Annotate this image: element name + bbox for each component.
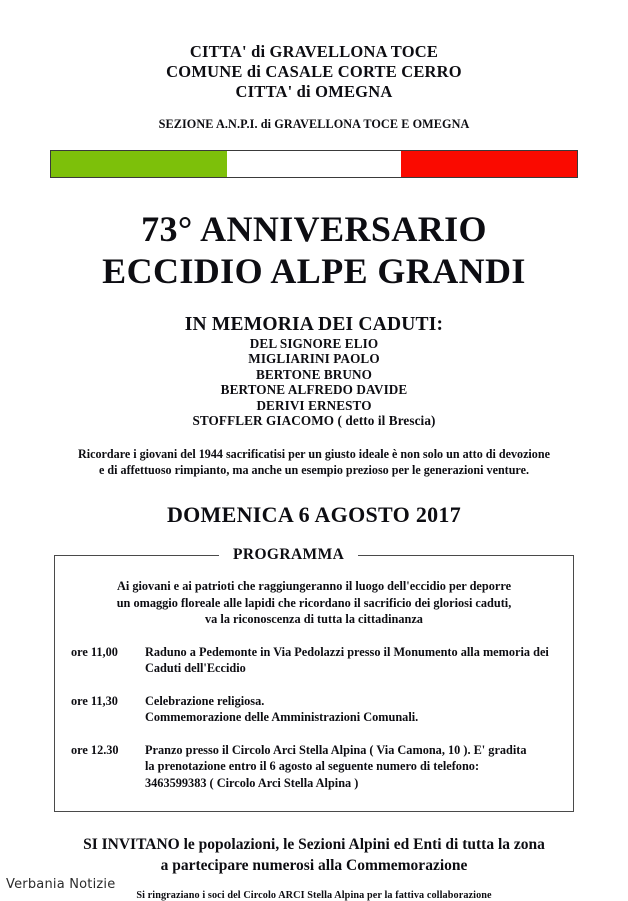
flag-white-stripe xyxy=(227,151,402,177)
schedule-item xyxy=(71,693,557,726)
organizer-header xyxy=(0,0,628,132)
flag-red-stripe xyxy=(401,151,577,177)
fallen-name: STOFFLER GIACOMO ( detto il Brescia) xyxy=(192,413,436,429)
programme-intro-line-3: va la riconoscenza di tutta la cittadinanza xyxy=(205,612,423,627)
schedule-time: ore 11,30 xyxy=(71,693,118,708)
schedule-description-line-phone: 3463599383 ( Circolo Arci Stella Alpina ) xyxy=(145,775,359,790)
fallen-name: DEL SIGNORE ELIO xyxy=(249,336,379,351)
event-date: DOMENICA 6 AGOSTO 2017 xyxy=(166,502,462,528)
programme-box xyxy=(54,546,574,812)
organizer-line-1: CITTA' di GRAVELLONA TOCE xyxy=(189,42,439,61)
organizer-line-2: COMUNE di CASALE CORTE CERRO xyxy=(166,62,462,81)
schedule-time: ore 12.30 xyxy=(71,742,119,757)
anpi-section-line: SEZIONE A.N.P.I. di GRAVELLONA TOCE E OMEGNA xyxy=(158,117,470,131)
fallen-name: BERTONE BRUNO xyxy=(255,366,372,382)
programme-intro-line-2: un omaggio floreale alle lapidi che ricordano il sacrificio dei gloriosi caduti, xyxy=(116,595,512,610)
memorial-block xyxy=(0,314,628,428)
closing-line-2: a partecipare numerosi alla Commemorazione xyxy=(160,857,468,875)
flag-green-stripe xyxy=(51,151,227,177)
organizer-line-3: CITTA' di OMEGNA xyxy=(235,82,393,101)
schedule-item xyxy=(71,644,557,677)
schedule-item xyxy=(71,742,557,792)
schedule-list xyxy=(71,644,557,792)
italian-flag-band xyxy=(50,150,578,178)
title-line-event: ECCIDIO ALPE GRANDI xyxy=(102,251,526,291)
dedication-line-2: e di affettuoso rimpianto, ma anche un esempio prezioso per le generazioni venture. xyxy=(99,463,529,478)
fallen-name: BERTONE ALFREDO DAVIDE xyxy=(220,382,408,398)
closing-invitation xyxy=(0,834,628,876)
fallen-name: DERIVI ERNESTO xyxy=(256,397,372,413)
title-line-anniversary: 73° ANNIVERSARIO xyxy=(141,209,487,249)
memorial-heading: IN MEMORIA DEI CADUTI: xyxy=(184,314,444,335)
programme-intro xyxy=(71,578,557,628)
source-watermark: Verbania Notizie xyxy=(6,877,116,892)
acknowledgement-text: Si ringraziano i soci del Circolo ARCI Stella Alpina per la fattiva collaborazione xyxy=(136,890,492,901)
schedule-time: ore 11,00 xyxy=(71,644,118,659)
schedule-description xyxy=(145,644,557,677)
programme-legend: PROGRAMMA xyxy=(233,546,345,564)
schedule-description-line: la prenotazione entro il 6 agosto al seguente numero di telefono: xyxy=(145,759,480,774)
dedication-line-1: Ricordare i giovani del 1944 sacrificatisi per un giusto ideale è non solo un atto di devozione xyxy=(78,447,550,462)
schedule-description xyxy=(145,693,557,726)
schedule-description-line: Caduti dell'Eccidio xyxy=(145,661,246,676)
schedule-description-line: Commemorazione delle Amministrazioni Comunali. xyxy=(145,710,419,725)
dedication-text xyxy=(0,446,628,478)
fallen-name: MIGLIARINI PAOLO xyxy=(248,351,380,367)
schedule-description-line: Raduno a Pedemonte in Via Pedolazzi presso il Monumento alla memoria dei xyxy=(145,644,549,659)
page-title xyxy=(0,208,628,292)
programme-intro-line-1: Ai giovani e ai patrioti che raggiungeranno il luogo dell'eccidio per deporre xyxy=(116,579,512,594)
schedule-description-line: Celebrazione religiosa. xyxy=(145,693,265,708)
schedule-description xyxy=(145,742,557,792)
closing-line-1: SI INVITANO le popolazioni, le Sezioni Alpini ed Enti di tutta la zona xyxy=(83,836,545,854)
schedule-description-line: Pranzo presso il Circolo Arci Stella Alpina ( Via Camona, 10 ). E' gradita xyxy=(145,742,527,757)
